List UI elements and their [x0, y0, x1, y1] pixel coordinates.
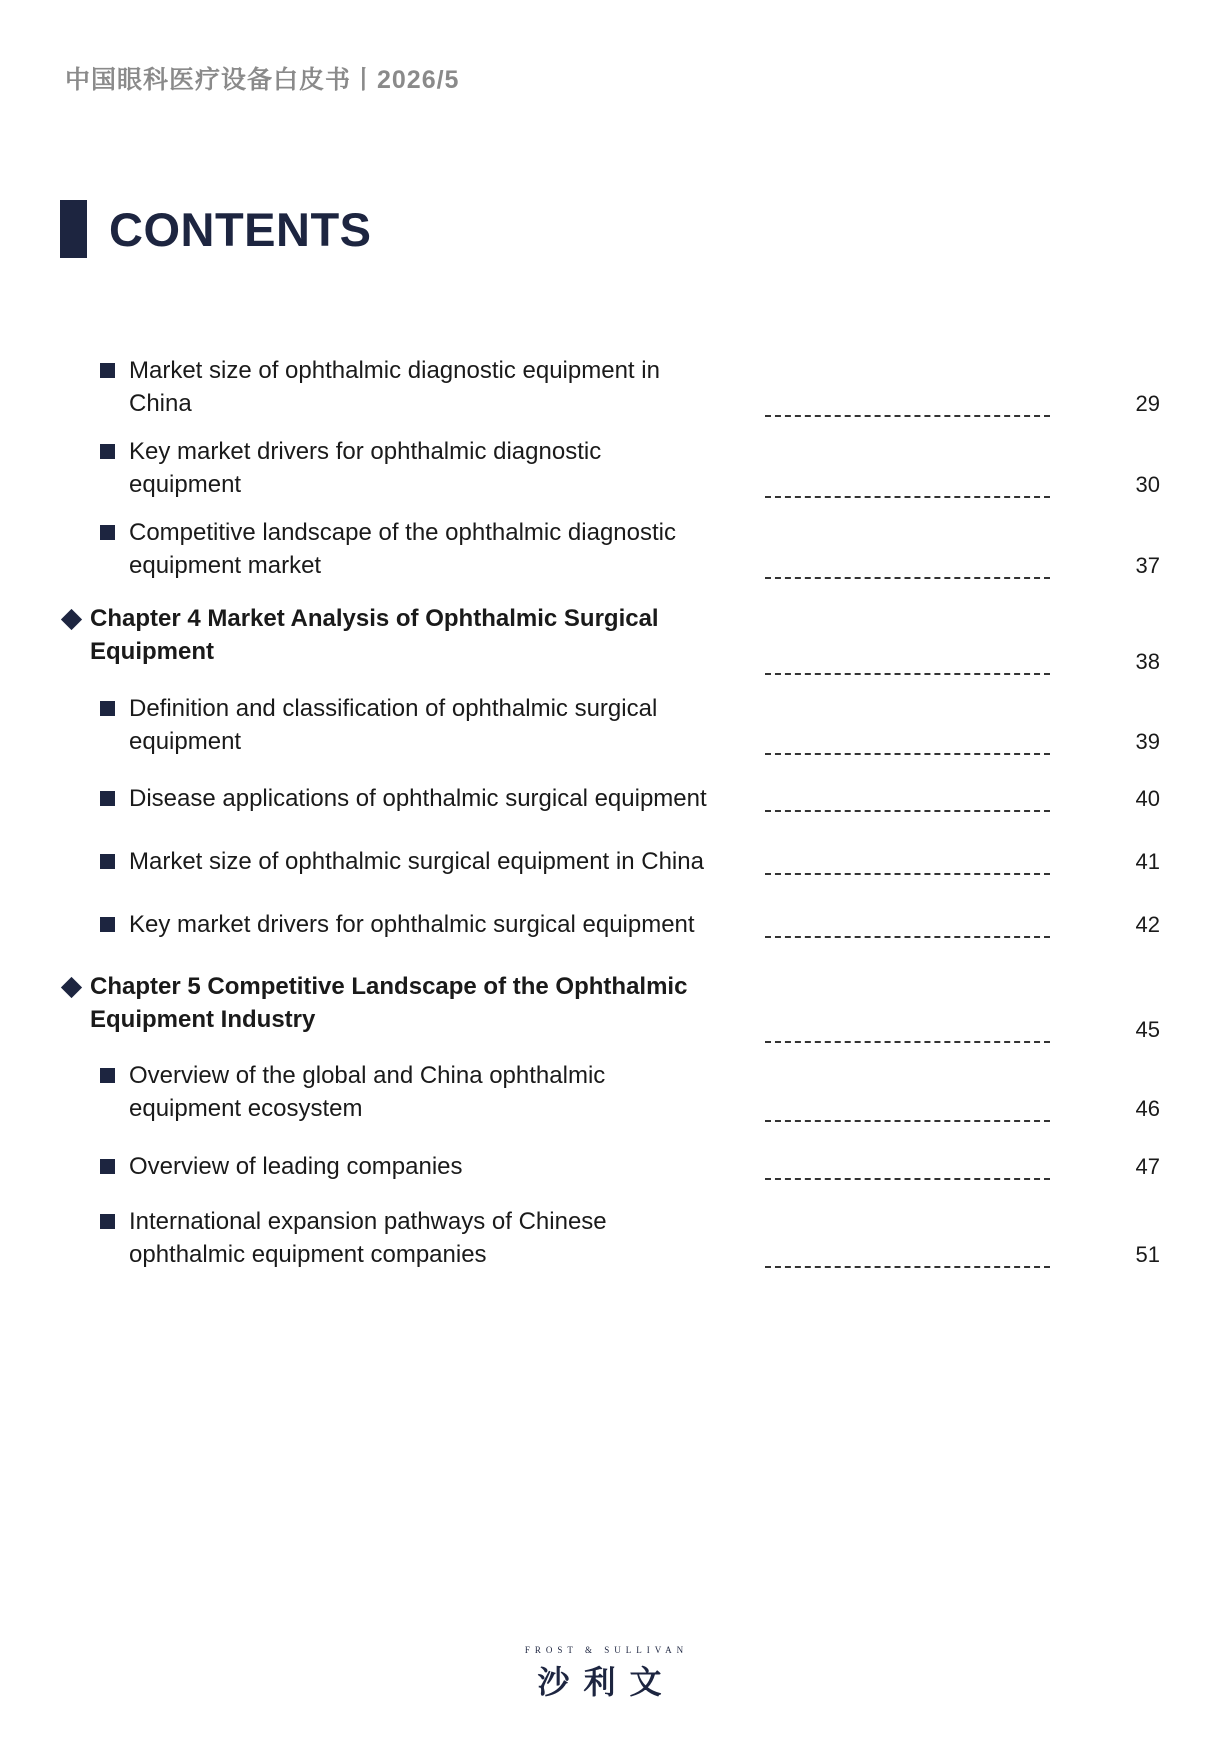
- dotted-leader: [765, 873, 1050, 875]
- square-bullet-icon: [100, 1159, 115, 1174]
- toc-entry-label-line: Competitive landscape of the ophthalmic diagnostic: [129, 519, 676, 546]
- square-bullet-icon: [100, 525, 115, 540]
- toc-entry-label-line: equipment: [129, 728, 242, 755]
- contents-title: CONTENTS: [109, 202, 372, 256]
- toc-entry-label-line: ophthalmic equipment companies: [129, 1241, 487, 1268]
- dotted-leader: [765, 810, 1050, 812]
- toc-entry-label-line: Market size of ophthalmic diagnostic equipment in: [129, 357, 660, 384]
- toc-entry-label-line: International expansion pathways of Chinese: [129, 1208, 607, 1235]
- dotted-leader: [765, 496, 1050, 498]
- square-bullet-icon: [100, 1068, 115, 1083]
- square-bullet-icon: [100, 1214, 115, 1229]
- toc-entry-label-line: Key market drivers for ophthalmic surgical equipment: [129, 911, 695, 938]
- square-bullet-icon: [100, 701, 115, 716]
- toc-entry-label-line: Chapter 5 Competitive Landscape of the Ophthalmic: [90, 973, 688, 1000]
- square-bullet-icon: [100, 917, 115, 932]
- toc-page-number: 37: [1135, 553, 1160, 578]
- toc-page-number: 38: [1135, 649, 1160, 674]
- logo-chinese-text: 沙利文: [537, 1664, 676, 1700]
- dotted-leader: [765, 1120, 1050, 1122]
- toc-page-number: 30: [1135, 472, 1160, 497]
- toc-entry-label: [129, 908, 739, 941]
- dotted-leader: [765, 415, 1050, 417]
- contents-heading: [60, 200, 372, 258]
- toc-entry-label-line: Key market drivers for ophthalmic diagnostic: [129, 438, 602, 465]
- dotted-leader: [765, 936, 1050, 938]
- toc-page-number: 39: [1135, 729, 1160, 754]
- toc-entry-label: [129, 1059, 739, 1125]
- toc-entry-label: [90, 970, 710, 1036]
- toc-page-number: 29: [1135, 391, 1160, 416]
- toc-page-number: 42: [1135, 912, 1160, 937]
- toc-entry-label-line: Definition and classification of ophthalmic surgical: [129, 695, 658, 722]
- square-bullet-icon: [100, 791, 115, 806]
- toc-entry-label: [129, 516, 739, 582]
- toc-entry-label-line: Disease applications of ophthalmic surgical equipment: [129, 785, 707, 812]
- toc-entry-label-line: China: [129, 390, 192, 417]
- toc-entry-label-line: equipment market: [129, 552, 322, 579]
- toc-entry-label: [129, 1205, 739, 1271]
- dotted-leader: [765, 1178, 1050, 1180]
- toc-entry-label-line: Market size of ophthalmic surgical equipment in China: [129, 848, 704, 875]
- dotted-leader: [765, 1266, 1050, 1268]
- toc-entry-label: [129, 354, 739, 420]
- toc-entry-label: [129, 435, 739, 501]
- square-bullet-icon: [100, 444, 115, 459]
- toc-entry-label: [90, 602, 710, 668]
- toc-entry-label-line: equipment ecosystem: [129, 1095, 363, 1122]
- diamond-bullet-icon: [61, 977, 82, 998]
- diamond-bullet-icon: [61, 609, 82, 630]
- document-header-title: 中国眼科医疗设备白皮书丨2026/5: [65, 66, 460, 94]
- toc-page-number: 51: [1135, 1242, 1160, 1267]
- toc-entry-label: [129, 692, 739, 758]
- toc-entry-label-line: Equipment: [90, 638, 214, 665]
- dotted-leader: [765, 673, 1050, 675]
- toc-entry-label-line: Equipment Industry: [90, 1006, 316, 1033]
- toc-entry-label: [129, 782, 739, 815]
- toc-entry-label-line: Overview of leading companies: [129, 1153, 463, 1180]
- frost-sullivan-logo: [0, 1645, 1213, 1703]
- heading-accent-bar: [60, 200, 87, 258]
- toc-page-number: 46: [1135, 1096, 1160, 1121]
- toc-entry-label: [129, 1150, 739, 1183]
- toc-page-number: 47: [1135, 1154, 1160, 1179]
- square-bullet-icon: [100, 854, 115, 869]
- logo-english-text: FROST & SULLIVAN: [524, 1645, 689, 1655]
- dotted-leader: [765, 753, 1050, 755]
- dotted-leader: [765, 1041, 1050, 1043]
- toc-page-number: 41: [1135, 849, 1160, 874]
- toc-entry-label-line: equipment: [129, 471, 242, 498]
- square-bullet-icon: [100, 363, 115, 378]
- dotted-leader: [765, 577, 1050, 579]
- toc-page-number: 40: [1135, 786, 1160, 811]
- toc-entry-label-line: Chapter 4 Market Analysis of Ophthalmic Surgical: [90, 605, 659, 632]
- toc-entry-label: [129, 845, 739, 878]
- toc-entry-label-line: Overview of the global and China ophthalmic: [129, 1062, 606, 1089]
- toc-page-number: 45: [1135, 1017, 1160, 1042]
